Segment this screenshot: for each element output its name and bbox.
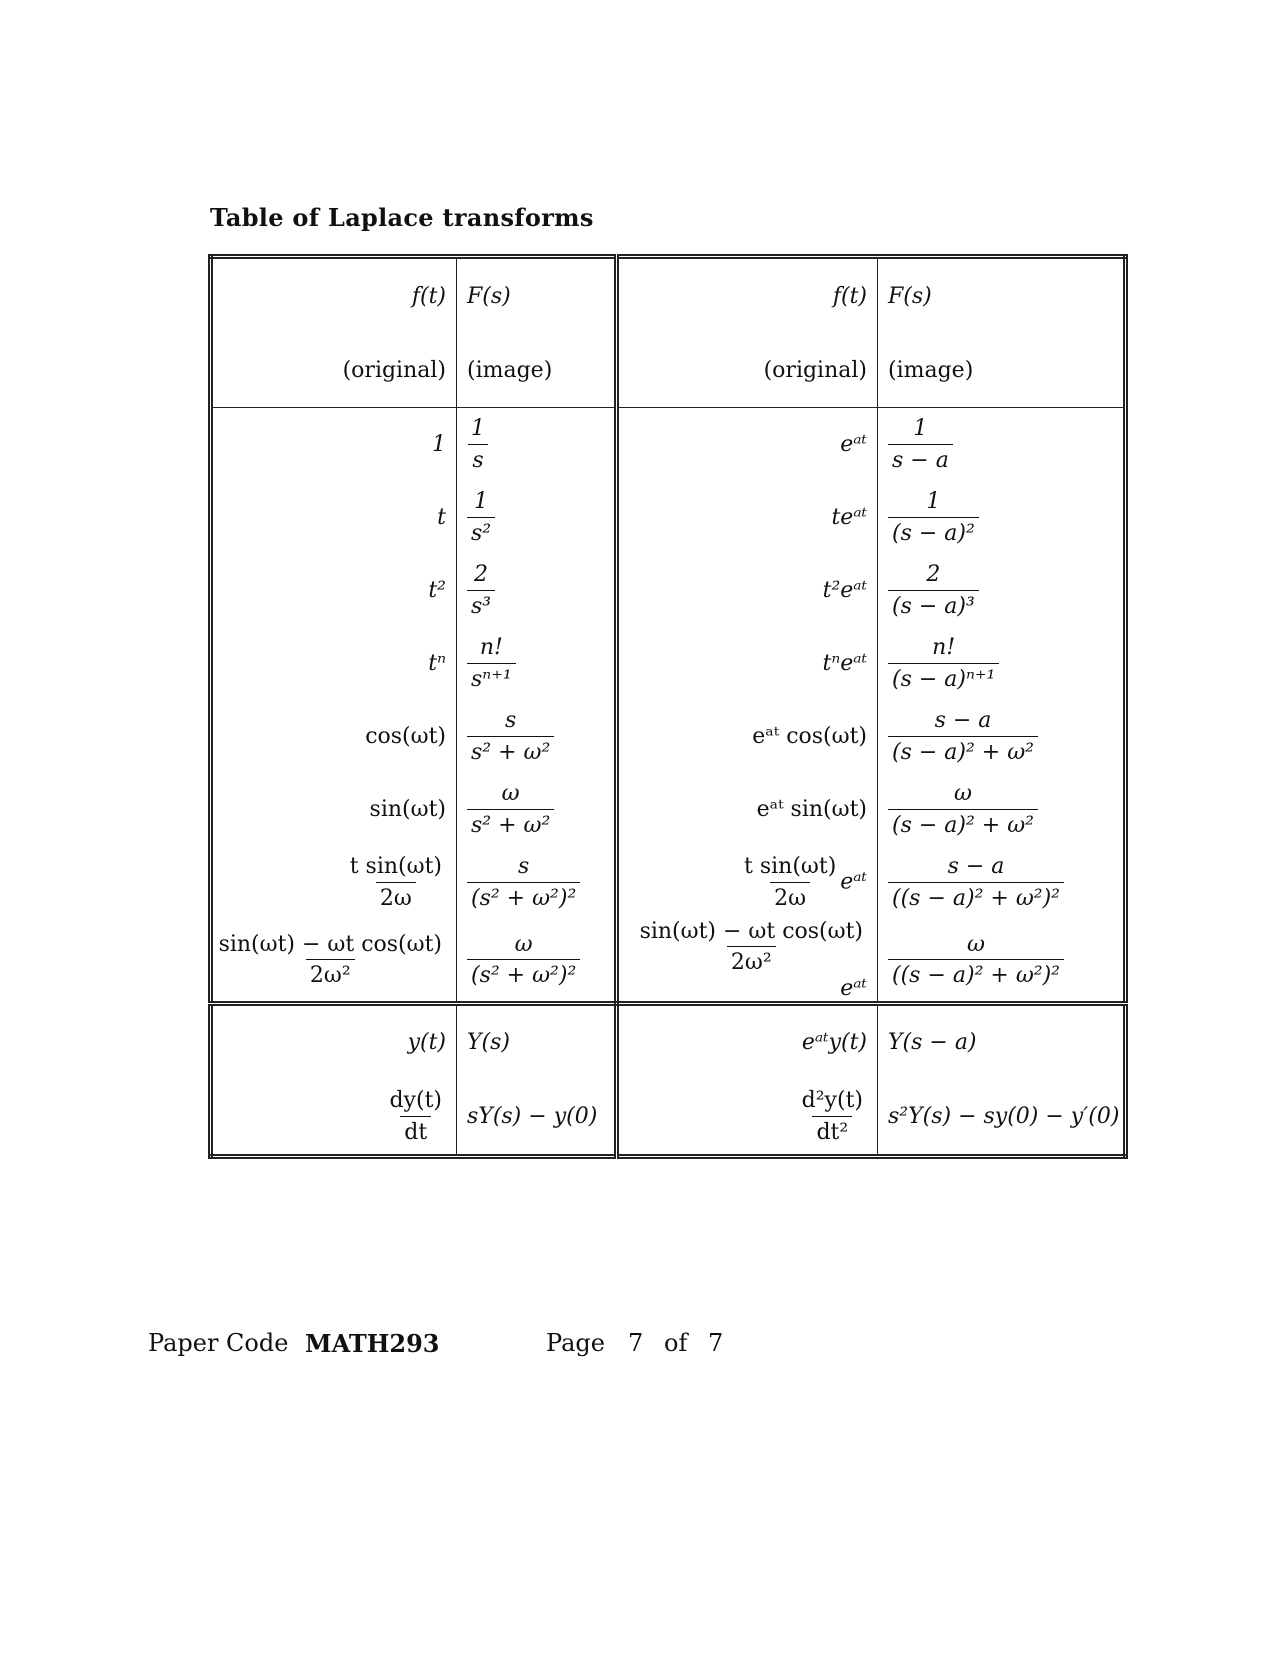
original-cell: eᵃᵗ sin(ωt) xyxy=(617,773,878,846)
original-cell: t²eᵃᵗ xyxy=(617,554,878,627)
footer-page-number: 7 xyxy=(628,1329,644,1357)
original-fraction: $\frac{\text{sin(ωt) − ωt cos(ωt)}}{\text{2ω²}}$ xyxy=(218,931,442,988)
image-fraction: $\frac{n!}{\text{(s − a)ⁿ⁺¹}}$ xyxy=(888,635,999,692)
image-fraction: $\frac{1}{s}$ xyxy=(467,416,489,473)
original-cell: cos(ωt) xyxy=(211,700,457,773)
original-cell: eᵃᵗy(t) xyxy=(617,1003,878,1080)
footer-of: of xyxy=(664,1329,688,1357)
footer-paper-code-label: Paper Code xyxy=(148,1329,289,1357)
original-cell: teᵃᵗ xyxy=(617,481,878,554)
image-cell: Y(s − a) xyxy=(888,1030,977,1056)
original-cell: eᵃᵗ cos(ωt) xyxy=(617,700,878,773)
original-fraction: $\frac{\text{t sin(ωt)}}{2\omega}$ xyxy=(744,854,837,911)
image-fraction: $\frac{2}{\text{s³}}$ xyxy=(467,562,495,619)
original-cell: 1 xyxy=(211,408,457,482)
header-original-right: (original) xyxy=(617,333,878,408)
page-title: Table of Laplace transforms xyxy=(210,203,594,232)
laplace-transform-table xyxy=(208,254,1128,1159)
table-row xyxy=(211,919,1126,1003)
header-f-right: f(t) xyxy=(617,257,878,334)
footer-page-label: Page xyxy=(546,1329,605,1357)
image-cell: sY(s) − y(0) xyxy=(457,1080,617,1157)
image-fraction: $\frac{\omega}{\text{(s² + ω²)²}}$ xyxy=(467,932,580,989)
original-cell: sin(ωt) xyxy=(211,773,457,846)
table-row xyxy=(211,408,1126,482)
image-fraction: $\frac{s}{\text{s² + ω²}}$ xyxy=(467,708,554,765)
original-cell: t xyxy=(211,481,457,554)
rule-row xyxy=(211,1003,1126,1080)
image-fraction: $\frac{\omega}{\text{(s − a)² + ω²}}$ xyxy=(888,781,1038,838)
image-fraction: $\frac{s - a}{\text{(s − a)² + ω²}}$ xyxy=(888,708,1038,765)
rule-row xyxy=(211,1080,1126,1157)
image-fraction: $\frac{s - a}{\text{((s − a)² + ω²)²}}$ xyxy=(888,854,1064,911)
image-fraction: $\frac{n!}{\text{sⁿ⁺¹}}$ xyxy=(467,635,516,692)
image-fraction: $\frac{1}{s - a}$ xyxy=(888,416,953,473)
footer-page-total: 7 xyxy=(708,1329,724,1357)
header-image-right: (image) xyxy=(878,333,1126,408)
header-original-left: (original) xyxy=(211,333,457,408)
table-row xyxy=(211,481,1126,554)
table-row xyxy=(211,627,1126,700)
table-row xyxy=(211,700,1126,773)
original-cell: eᵃᵗ xyxy=(617,408,878,482)
exp-suffix: eᵃᵗ xyxy=(840,869,867,895)
header-F-left: F(s) xyxy=(457,257,617,334)
image-fraction: $\frac{1}{\text{s²}}$ xyxy=(467,489,495,546)
exp-suffix: eᵃᵗ xyxy=(840,975,867,1001)
image-fraction: $\frac{\omega}{\text{s² + ω²}}$ xyxy=(467,781,554,838)
original-cell: tⁿ xyxy=(211,627,457,700)
image-fraction: $\frac{\omega}{\text{((s − a)² + ω²)²}}$ xyxy=(888,932,1064,989)
original-fraction: $\frac{dy(t)}{dt}$ xyxy=(389,1088,442,1145)
header-f-left: f(t) xyxy=(211,257,457,334)
table-row xyxy=(211,846,1126,919)
image-cell: Y(s) xyxy=(457,1003,617,1080)
original-fraction: $\frac{\text{d²y(t)}}{\text{dt²}}$ xyxy=(801,1088,863,1145)
header-image-left: (image) xyxy=(457,333,617,408)
footer-paper-code: MATH293 xyxy=(305,1329,440,1358)
original-fraction: $\frac{\text{t sin(ωt)}}{2\omega}$ xyxy=(349,854,442,911)
table-row xyxy=(211,554,1126,627)
image-fraction: $\frac{2}{\text{(s − a)³}}$ xyxy=(888,562,979,619)
original-cell: tⁿeᵃᵗ xyxy=(617,627,878,700)
image-fraction: $\frac{s}{\text{(s² + ω²)²}}$ xyxy=(467,854,580,911)
original-cell: y(t) xyxy=(211,1003,457,1080)
header-F-right: F(s) xyxy=(888,283,932,309)
original-cell: t² xyxy=(211,554,457,627)
image-cell: s²Y(s) − sy(0) − y′(0) xyxy=(888,1104,1120,1130)
table-row xyxy=(211,773,1126,846)
original-fraction: $\frac{\text{sin(ωt) − ωt cos(ωt)}}{\text{2ω²}}$ xyxy=(639,919,863,976)
image-fraction: $\frac{1}{\text{(s − a)²}}$ xyxy=(888,489,979,546)
